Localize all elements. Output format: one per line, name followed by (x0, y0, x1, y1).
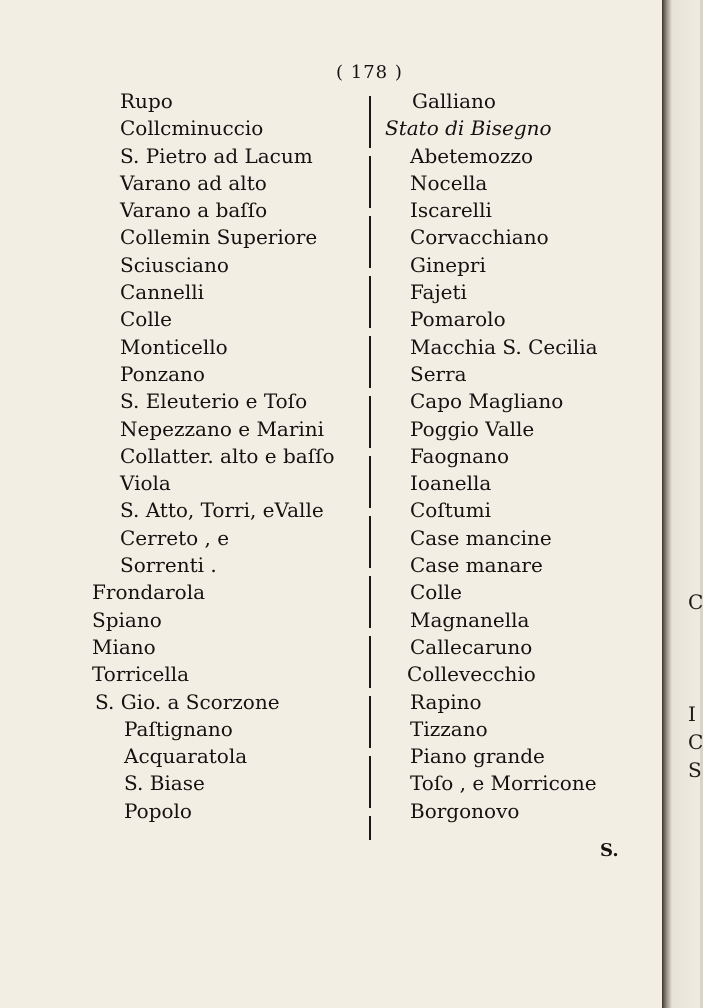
place-name-entry: Sorrenti . (120, 553, 217, 578)
place-name-entry: Varano a baſſo (120, 198, 268, 223)
place-name-entry: Capo Magliano (410, 389, 564, 414)
place-name-entry: Acquaratola (124, 744, 248, 769)
place-name-entry: Faognano (410, 443, 510, 468)
place-name-entry: Paſtignano (124, 716, 233, 741)
place-name-entry: Fajeti (410, 280, 467, 305)
place-name-entry: Abetemozzo (410, 143, 534, 168)
place-name-entry: Sciusciano (120, 252, 229, 277)
place-name-entry: Cannelli (120, 280, 205, 305)
place-name-entry: Monticello (120, 334, 228, 359)
right-column (385, 88, 635, 825)
place-name-entry: Toſo , e Morricone (410, 771, 597, 796)
place-name-entry: Collemin Superiore (120, 225, 318, 250)
place-name-entry: Miano (92, 634, 156, 659)
place-name-entry: S. Pietro ad Lacum (120, 143, 313, 168)
place-name-entry: S. Atto, Torri, eValle (120, 498, 324, 523)
place-name-entry: Serra (410, 361, 467, 386)
place-name-entry: S. Eleuterio e Toſo (120, 389, 308, 414)
place-name-entry: S. Gio. a Scorzone (95, 689, 280, 714)
book-gutter (662, 0, 700, 1008)
place-name-entry: Ponzano (120, 361, 205, 386)
place-name-entry: Rupo (120, 89, 173, 113)
place-name-entry: Borgonovo (410, 798, 520, 823)
place-name-entry: Tizzano (410, 716, 488, 741)
place-name-entry: Frondarola (92, 580, 206, 605)
place-name-entry: Collevecchio (407, 662, 536, 687)
place-name-entry: Magnanella (410, 607, 530, 632)
place-name-entry: Poggio Valle (410, 416, 535, 441)
place-name-entry: Ioanella (410, 471, 492, 496)
place-name-entry: Colle (410, 580, 462, 605)
next-page-letter: S (688, 758, 702, 782)
place-name-entry: Corvacchiano (410, 225, 549, 250)
place-name-entry: S. Biase (124, 771, 205, 796)
place-name-entry: Torricella (92, 662, 190, 687)
place-name-entry: Spiano (92, 607, 162, 632)
place-name-entry: Nepezzano e Marini (120, 416, 325, 441)
place-name-entry: Piano grande (410, 744, 545, 769)
place-name-entry: Cerreto , e (120, 525, 230, 550)
place-name-entry: Iscarelli (410, 198, 492, 223)
place-name-entry: Collcminuccio (120, 116, 264, 141)
column-divider-rule (369, 96, 371, 840)
place-name-entry: Galliano (412, 89, 496, 113)
place-name-entry: Colle (120, 307, 172, 332)
next-page-letter: I (688, 702, 696, 726)
next-page-letter: C (688, 730, 703, 754)
place-name-entry: Stato di Bisegno (385, 116, 552, 141)
place-name-entry: Nocella (410, 170, 488, 195)
place-name-entry: Rapino (410, 689, 482, 714)
place-name-entry: Case manare (410, 553, 543, 578)
place-name-entry: Case mancine (410, 525, 552, 550)
next-page-letter: C (688, 590, 703, 614)
place-name-entry: Collatter. alto e baſſo (120, 443, 335, 468)
left-column (80, 88, 370, 825)
place-name-entry: Macchia S. Cecilia (410, 334, 598, 359)
place-name-entry: Ginepri (410, 252, 486, 277)
place-name-entry: Viola (120, 471, 171, 496)
page-number: ( 178 ) (336, 62, 403, 83)
place-name-entry: Varano ad alto (120, 170, 267, 195)
signature-mark: S. (600, 840, 619, 861)
place-name-entry: Popolo (124, 798, 192, 823)
place-name-entry: Callecaruno (410, 634, 533, 659)
place-name-entry: Coſtumi (410, 498, 492, 523)
place-name-entry: Pomarolo (410, 307, 506, 332)
